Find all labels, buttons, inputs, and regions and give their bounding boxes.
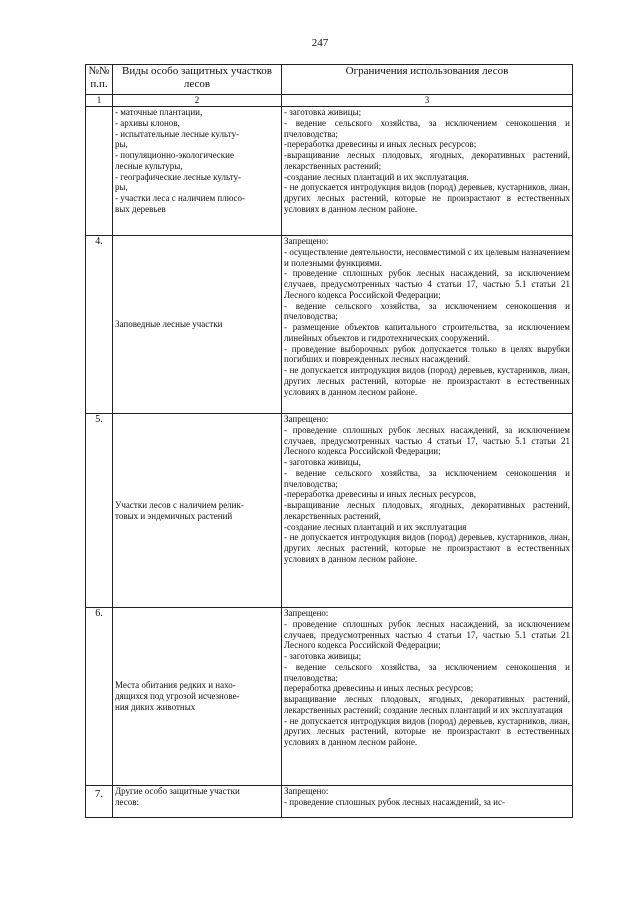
area-type-line: товых и эндемичных растений <box>115 510 233 521</box>
protected-area-type <box>113 608 282 786</box>
restriction-item: переработка древесины и иных лесных ресурсов; <box>284 683 474 694</box>
area-type-line: - географические лесные культу- <box>115 171 242 182</box>
area-type-line: Заповедные лесные участки <box>115 319 223 330</box>
area-type-line: - архивы клонов, <box>115 117 180 128</box>
area-type-line: ры, <box>115 139 128 150</box>
restriction-item: - проведение сплошных рубок лесных насаждений, за исключением случаев, предусмотренных частью 4 статьи 17, частью 5.1 статьи 21 Лесного кодекса Российской Федерации; <box>284 424 570 457</box>
restriction-item: - проведение сплошных рубок лесных насаждений, за исключением случаев, предусмотренных частью 4 статьи 17, частью 5.1 статьи 21 Лесного кодекса Российской Федерации; <box>284 618 570 651</box>
area-type-line: - участки леса с наличием плюсо- <box>115 193 245 203</box>
restriction-item: - проведение сплошных рубок лесных насаждений, за ис- <box>284 796 505 807</box>
table-row <box>86 236 573 414</box>
restriction-item: - заготовка живицы; <box>284 107 362 117</box>
row-number: 5. <box>86 414 113 608</box>
restriction-item: - ведение сельского хозяйства, за исключением сенокошения и пчеловодства; <box>284 300 570 322</box>
restriction-item: -выращивание лесных плодовых, ягодных, декоративных растений, лекарственных растений, <box>284 500 570 521</box>
restriction-item: - заготовка живицы; <box>284 651 362 661</box>
restriction-item: -переработка древесины и иных лесных ресурсов; <box>284 139 477 150</box>
protected-area-type <box>113 414 282 608</box>
area-type-line: ния диких животных <box>115 701 196 712</box>
restriction-item: выращивание лесных плодовых, ягодных, декоративных растений, лекарственных растений; создание лесных плантаций и их эксплуатация <box>284 694 570 715</box>
restriction-item: - проведение сплошных рубок лесных насаждений, за исключением случаев, предусмотренных частью 4 статьи 17, частью 5.1 статьи 21 Лесного кодекса Российской Федерации; <box>284 268 570 300</box>
restriction-item: - размещение объектов капитального строительства, за исключением линейных объектов и гидротехнических сооружений. <box>284 322 570 343</box>
area-type-line: - испытательные лесные культу- <box>115 128 240 139</box>
restriction-item: - заготовка живицы, <box>284 457 361 467</box>
restrictions-cell <box>282 107 573 236</box>
row-number: 6. <box>86 608 113 786</box>
area-type-line: дящихся под угрозой исчезнове- <box>115 691 240 702</box>
restriction-item: - осуществление деятельности, несовместимой с их целевым назначением и полезными функциями. <box>284 246 570 268</box>
table-row <box>86 786 573 818</box>
restriction-item: -выращивание лесных плодовых, ягодных, декоративных растений, лекарственных растений; <box>284 150 570 171</box>
restriction-item: - не допускается интродукция видов (пород) деревьев, кустарников, лиан, других лесных растений, которые не произрастают в естественных условиях в данном лесном районе. <box>284 365 570 397</box>
restriction-item: Запрещено: <box>284 414 329 424</box>
restriction-item: -переработка древесины и иных лесных ресурсов, <box>284 489 476 500</box>
restriction-item: - не допускается интродукция видов (пород) деревьев, кустарников, лиан, других лесных растений, которые не произрастают в естественных условиях в данном лесном районе. <box>284 715 570 747</box>
column-number: 3 <box>282 95 573 107</box>
column-number: 1 <box>86 95 113 107</box>
page-number: 247 <box>311 37 329 49</box>
restriction-item: - не допускается интродукция видов (пород) деревьев, кустарников, лиан, других лесных растений, которые не произрастают в естественных условиях в данном лесном районе. <box>284 182 570 214</box>
table-row <box>86 414 573 608</box>
restrictions-table <box>85 64 573 818</box>
row-number <box>86 107 113 236</box>
column-number: 2 <box>113 95 282 107</box>
area-type-line: вых деревьев <box>115 203 166 214</box>
restriction-item: -создание лесных плантаций и их эксплуатация <box>284 521 467 532</box>
restriction-item: - ведение сельского хозяйства, за исключением сенокошения и пчеловодства; <box>284 467 570 489</box>
table-header-row <box>86 65 573 95</box>
restrictions-cell <box>282 786 573 818</box>
area-type-line: лесов: <box>115 796 139 807</box>
table-row <box>86 608 573 786</box>
table-row <box>86 107 573 236</box>
restriction-item: -создание лесных плантаций и их эксплуатация. <box>284 171 469 182</box>
row-number: 4. <box>86 236 113 414</box>
column-number-row <box>86 95 573 107</box>
row-number: 7. <box>86 786 113 818</box>
restriction-item: Запрещено: <box>284 236 329 246</box>
restrictions-cell <box>282 608 573 786</box>
protected-area-type <box>113 236 282 414</box>
restriction-item: Запрещено: <box>284 608 329 618</box>
protected-area-type <box>113 786 282 818</box>
header-kind: Виды особо защитных участков лесов <box>113 65 282 95</box>
restriction-item: - ведение сельского хозяйства, за исключением сенокошения и пчеловодства; <box>284 661 570 683</box>
area-type-line: Места обитания редких и нахо- <box>115 680 236 691</box>
protected-area-type <box>113 107 282 236</box>
restrictions-cell <box>282 414 573 608</box>
area-type-line: Участки лесов с наличием релик- <box>115 499 244 510</box>
header-num: №№ п.п. <box>86 65 113 95</box>
area-type-line: Другие особо защитные участки <box>115 786 240 796</box>
area-type-line: - популяционно-экологические <box>115 150 234 160</box>
restriction-item: - ведение сельского хозяйства, за исключением сенокошения и пчеловодства; <box>284 117 570 139</box>
restriction-item: Запрещено: <box>284 786 329 796</box>
area-type-line: ры, <box>115 182 128 193</box>
area-type-line: - маточные плантации, <box>115 107 203 117</box>
restriction-item: - проведение выборочных рубок допускается только в целях вырубки погибших и поврежденных лесных насаждений. <box>284 343 570 365</box>
restriction-item: - не допускается интродукция видов (пород) деревьев, кустарников, лиан, других лесных растений, которые не произрастают в естественных условиях в данном лесном районе. <box>284 532 570 564</box>
area-type-line: лесные культуры, <box>115 160 183 171</box>
restrictions-cell <box>282 236 573 414</box>
header-restrictions: Ограничения использования лесов <box>282 65 573 95</box>
